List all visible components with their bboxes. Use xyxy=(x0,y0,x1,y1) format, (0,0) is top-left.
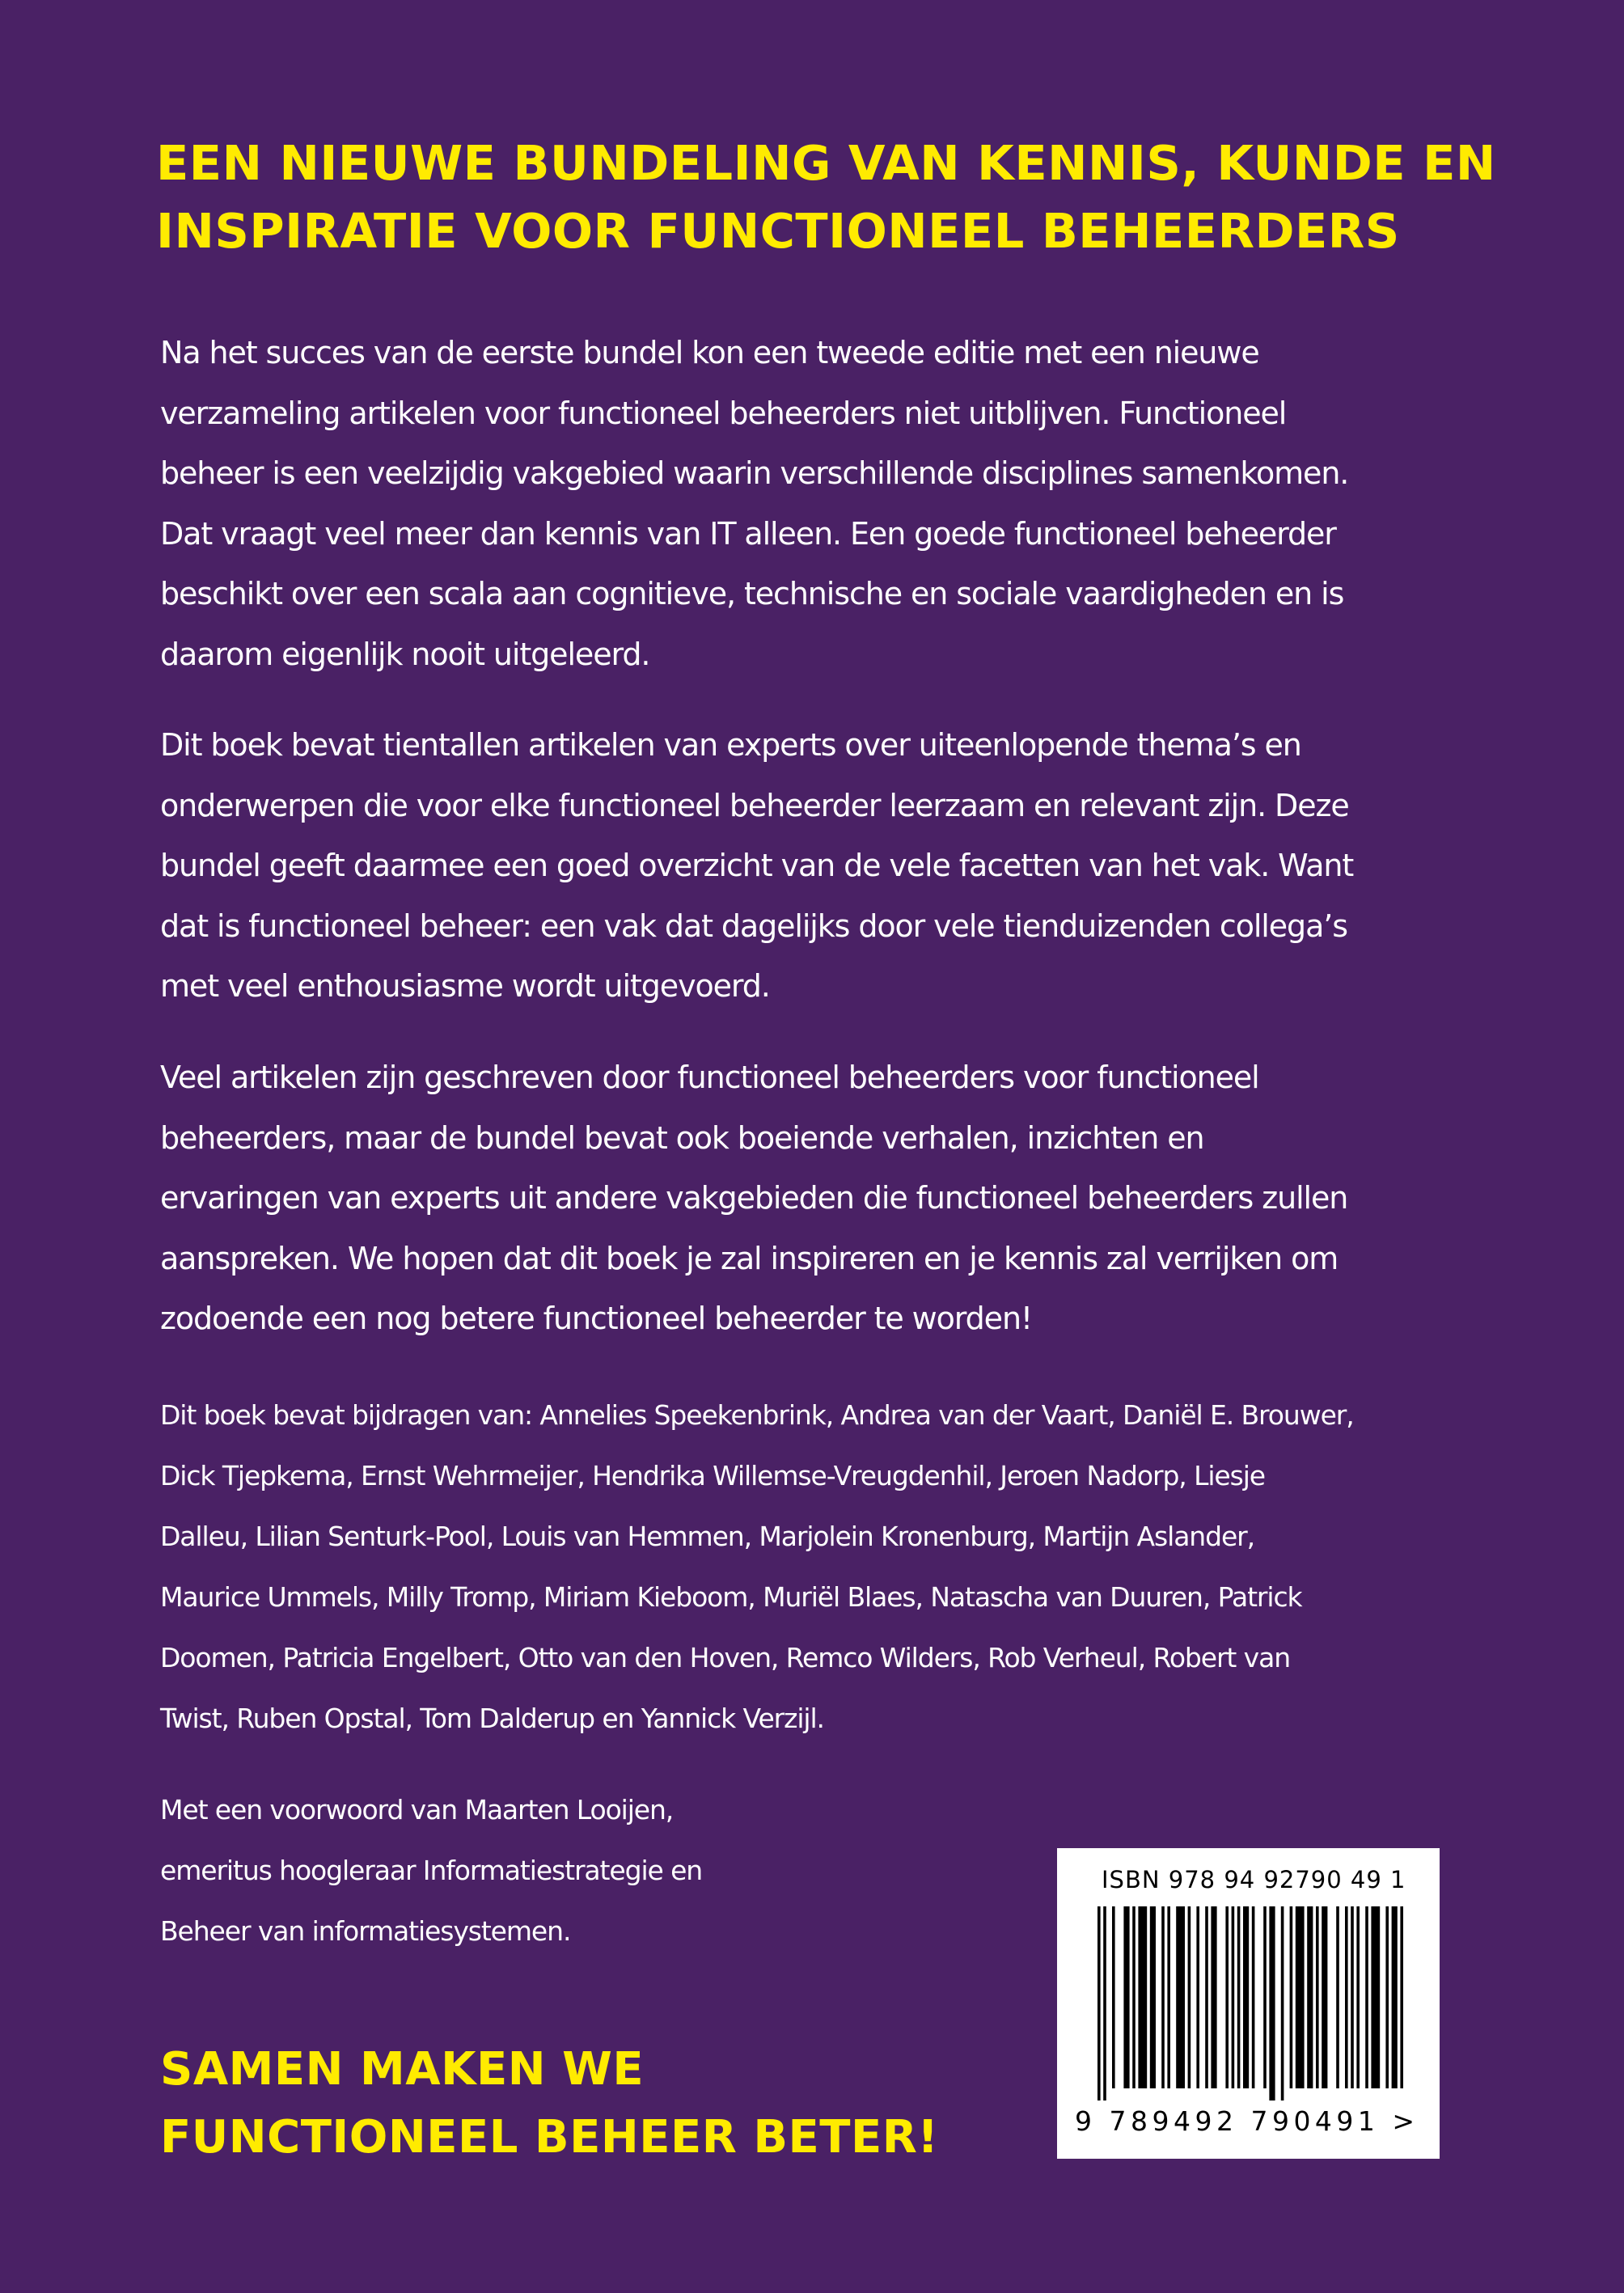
barcode-bar xyxy=(1322,1906,1327,2088)
barcode-bar xyxy=(1356,1906,1360,2088)
text-line: verzameling artikelen voor functioneel beheerders niet uitblijven. Functioneel xyxy=(160,395,1287,431)
barcode-bar xyxy=(1316,1906,1319,2088)
barcode-bar xyxy=(1281,1906,1284,2101)
contributors-list xyxy=(160,1385,1470,1749)
intro-paragraph xyxy=(160,323,1470,684)
barcode-bar xyxy=(1345,1906,1348,2088)
audience-paragraph xyxy=(160,1047,1470,1349)
text-line: emeritus hoogleraar Informatiestrategie en xyxy=(160,1855,703,1886)
text-line: Dit boek bevat bijdragen van: Annelies Speekenbrink, Andrea van der Vaart, Daniël E. Brouwer, xyxy=(160,1399,1354,1431)
barcode-bar xyxy=(1307,1906,1313,2088)
text-line: Dit boek bevat tientallen artikelen van experts over uiteenlopende thema’s en xyxy=(160,727,1301,763)
text-line: Dalleu, Lilian Senturk-Pool, Louis van Hemmen, Marjolein Kronenburg, Martijn Aslander, xyxy=(160,1521,1255,1552)
barcode-bar xyxy=(1385,1906,1389,2088)
barcode-bar xyxy=(1123,1906,1129,2088)
text-line: daarom eigenlijk nooit uitgeleerd. xyxy=(160,636,650,672)
barcode-bar xyxy=(1351,1906,1354,2088)
barcode-bar xyxy=(1400,1906,1403,2088)
isbn-label: ISBN 978 94 92790 49 1 xyxy=(1102,1866,1406,1893)
barcode-bar xyxy=(1336,1906,1339,2088)
barcode-bar xyxy=(1138,1906,1147,2088)
text-line: onderwerpen die voor elke functioneel beheerder leerzaam en relevant zijn. Deze xyxy=(160,787,1349,823)
barcode-bar xyxy=(1365,1906,1368,2088)
text-line: Met een voorwoord van Maarten Looijen, xyxy=(160,1794,674,1826)
text-line: Na het succes van de eerste bundel kon een tweede editie met een nieuwe xyxy=(160,335,1259,370)
barcode-bar xyxy=(1132,1906,1136,2088)
text-line: Maurice Ummels, Milly Tromp, Miriam Kieboom, Muriël Blaes, Natascha van Duuren, Patrick xyxy=(160,1581,1302,1613)
barcode-bar xyxy=(1188,1906,1191,2088)
text-line: Veel artikelen zijn geschreven door functioneel beheerders voor functioneel xyxy=(160,1060,1259,1095)
barcode-bar xyxy=(1112,1906,1115,2088)
text-line: Doomen, Patricia Engelbert, Otto van den Hoven, Remco Wilders, Rob Verheul, Robert van xyxy=(160,1642,1291,1673)
barcode-bar xyxy=(1232,1906,1235,2088)
barcode-bar xyxy=(1097,1906,1101,2101)
barcode-bar xyxy=(1205,1906,1208,2088)
barcode-bar xyxy=(1252,1906,1255,2088)
barcode-bar xyxy=(1103,1906,1106,2101)
barcode-bar xyxy=(1371,1906,1380,2088)
text-line: beschikt over een scala aan cognitieve, technische en sociale vaardigheden en is xyxy=(160,576,1344,611)
text-line: dat is functioneel beheer: een vak dat dagelijks door vele tienduizenden collega’s xyxy=(160,907,1347,944)
barcode-bar xyxy=(1243,1906,1249,2088)
text-line: Dat vraagt veel meer dan kennis van IT alleen. Een goede functioneel beheerder xyxy=(160,515,1336,552)
text-line: met veel enthousiasme wordt uitgevoerd. xyxy=(160,968,770,1004)
text-line: aanspreken. We hopen dat dit boek je zal inspireren en je kennis zal verrijken om xyxy=(160,1240,1339,1276)
barcode-bar xyxy=(1225,1906,1229,2088)
content-paragraph xyxy=(160,715,1470,1017)
barcode-bar xyxy=(1237,1906,1241,2088)
headline-line-2: INSPIRATIE VOOR FUNCTIONEEL BEHEERDERS xyxy=(156,203,1400,259)
barcode-bar xyxy=(1150,1906,1156,2088)
back-cover-headline xyxy=(156,129,1499,265)
text-line: beheer is een veelzijdig vakgebied waarin verschillende disciplines samenkomen. xyxy=(160,455,1349,491)
text-line: Beheer van informatiesystemen. xyxy=(160,1915,571,1947)
text-line: zodoende een nog betere functioneel beheerder te worden! xyxy=(160,1301,1033,1336)
barcode-icon xyxy=(1075,1906,1423,2101)
barcode-bar xyxy=(1290,1906,1293,2088)
isbn-barcode-box xyxy=(1057,1848,1440,2159)
barcode-bar xyxy=(1269,1906,1275,2101)
text-line: beheerders, maar de bundel bevat ook boeiende verhalen, inzichten en xyxy=(160,1119,1204,1156)
closing-slogan xyxy=(160,2036,938,2172)
text-line: Twist, Ruben Opstal, Tom Dalderup en Yannick Verzijl. xyxy=(160,1703,824,1734)
barcode-bar xyxy=(1161,1906,1165,2088)
barcode-bar xyxy=(1167,1906,1170,2088)
barcode-bar xyxy=(1392,1906,1398,2088)
text-line: Dick Tjepkema, Ernst Wehrmeijer, Hendrika Willemse-Vreugdenhil, Jeroen Nadorp, Liesje xyxy=(160,1460,1265,1491)
ean-number: 9 789492 790491 > xyxy=(1075,2105,1419,2137)
barcode-bar xyxy=(1196,1906,1199,2088)
text-line: ervaringen van experts uit andere vakgebieden die functioneel beheerders zullen xyxy=(160,1180,1348,1216)
headline-line-1: EEN NIEUWE BUNDELING VAN KENNIS, KUNDE EN xyxy=(156,135,1496,191)
slogan-line-1: SAMEN MAKEN WE xyxy=(160,2043,645,2096)
barcode-bar xyxy=(1296,1906,1305,2088)
slogan-line-2: FUNCTIONEEL BEHEER BETER! xyxy=(160,2111,939,2164)
barcode-bar xyxy=(1176,1906,1185,2088)
barcode-bar xyxy=(1211,1906,1216,2088)
barcode-bar xyxy=(1263,1906,1267,2088)
text-line: bundel geeft daarmee een goed overzicht van de vele facetten van het vak. Want xyxy=(160,848,1354,883)
